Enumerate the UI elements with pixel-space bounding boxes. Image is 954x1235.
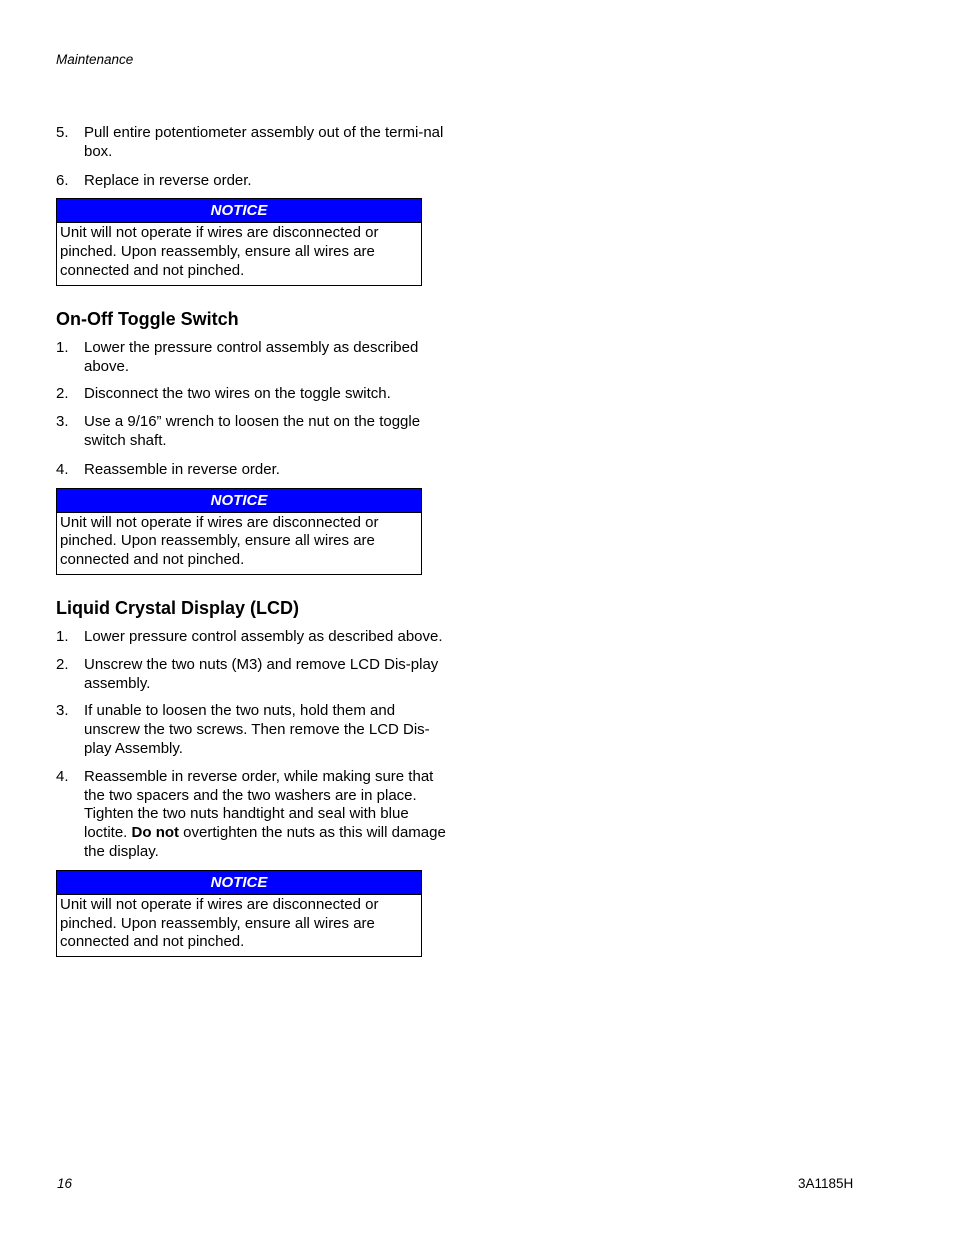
- notice-title: NOTICE: [57, 489, 421, 513]
- running-header: Maintenance: [56, 52, 134, 67]
- step-text: If unable to loosen the two nuts, hold them and unscrew the two screws. Then remove the LCD Dis-play Assembly.: [84, 702, 430, 757]
- step-text: Disconnect the two wires on the toggle switch.: [84, 385, 391, 403]
- step-text: Reassemble in reverse order.: [84, 460, 280, 478]
- step-number: 2.: [56, 655, 69, 673]
- emphasis-text: Do not: [131, 824, 180, 842]
- step-text: Unscrew the two nuts (M3) and remove LCD Dis-play assembly.: [84, 655, 439, 692]
- notice-box: [56, 488, 422, 575]
- step-number: 1.: [56, 338, 69, 356]
- step-text: Replace in reverse order.: [84, 171, 252, 189]
- list-item: [56, 768, 446, 862]
- notice-title: NOTICE: [57, 199, 421, 223]
- step-text: Use a 9/16” wrench to loosen the nut on the toggle switch shaft.: [84, 413, 421, 449]
- main-column: [56, 124, 446, 979]
- section-heading: Liquid Crystal Display (LCD): [56, 597, 300, 618]
- list-item: [56, 413, 446, 451]
- step-text: [84, 768, 446, 862]
- list-item: [56, 124, 446, 162]
- page-number: 16: [57, 1176, 73, 1191]
- list-item: [56, 656, 446, 694]
- notice-box: [56, 198, 422, 285]
- step-text: Lower pressure control assembly as described above.: [84, 627, 443, 645]
- step-number: 1.: [56, 627, 69, 645]
- step-text: Lower the pressure control assembly as described above.: [84, 338, 419, 375]
- list-item: [56, 339, 446, 377]
- step-number: 4.: [56, 460, 69, 478]
- notice-title: NOTICE: [57, 871, 421, 895]
- step-number: 6.: [56, 171, 69, 189]
- list-item: [56, 461, 446, 480]
- step-number: 3.: [56, 702, 69, 720]
- notice-box: [56, 870, 422, 957]
- notice-body: Unit will not operate if wires are disconnected or pinched. Upon reassembly, ensure all wires are connected and not pinched.: [60, 895, 379, 951]
- document-number: 3A1185H: [798, 1176, 854, 1191]
- list-item: [56, 172, 446, 191]
- step-number: 4.: [56, 767, 69, 785]
- step-number: 5.: [56, 124, 69, 141]
- notice-body: Unit will not operate if wires are disconnected or pinched. Upon reassembly, ensure all wires are connected and not pinched.: [60, 513, 379, 569]
- step-text-part: Reassemble in reverse order, while making sure that the two spacers and the two washers are in place. Tighten the two nuts handtight and seal with blue loctite.: [84, 767, 434, 842]
- notice-body: Unit will not operate if wires are disconnected or pinched. Upon reassembly, ensure all wires are connected and not pinched.: [60, 224, 379, 279]
- section-heading: On-Off Toggle Switch: [56, 308, 239, 329]
- list-item: [56, 385, 446, 404]
- step-text-part: overtighten the nuts as this will damage the display.: [84, 824, 446, 860]
- list-item: [56, 702, 446, 758]
- step-number: 2.: [56, 385, 69, 403]
- step-number: 3.: [56, 413, 69, 431]
- list-item: [56, 628, 446, 647]
- step-text: Pull entire potentiometer assembly out of the termi-nal box.: [84, 124, 444, 160]
